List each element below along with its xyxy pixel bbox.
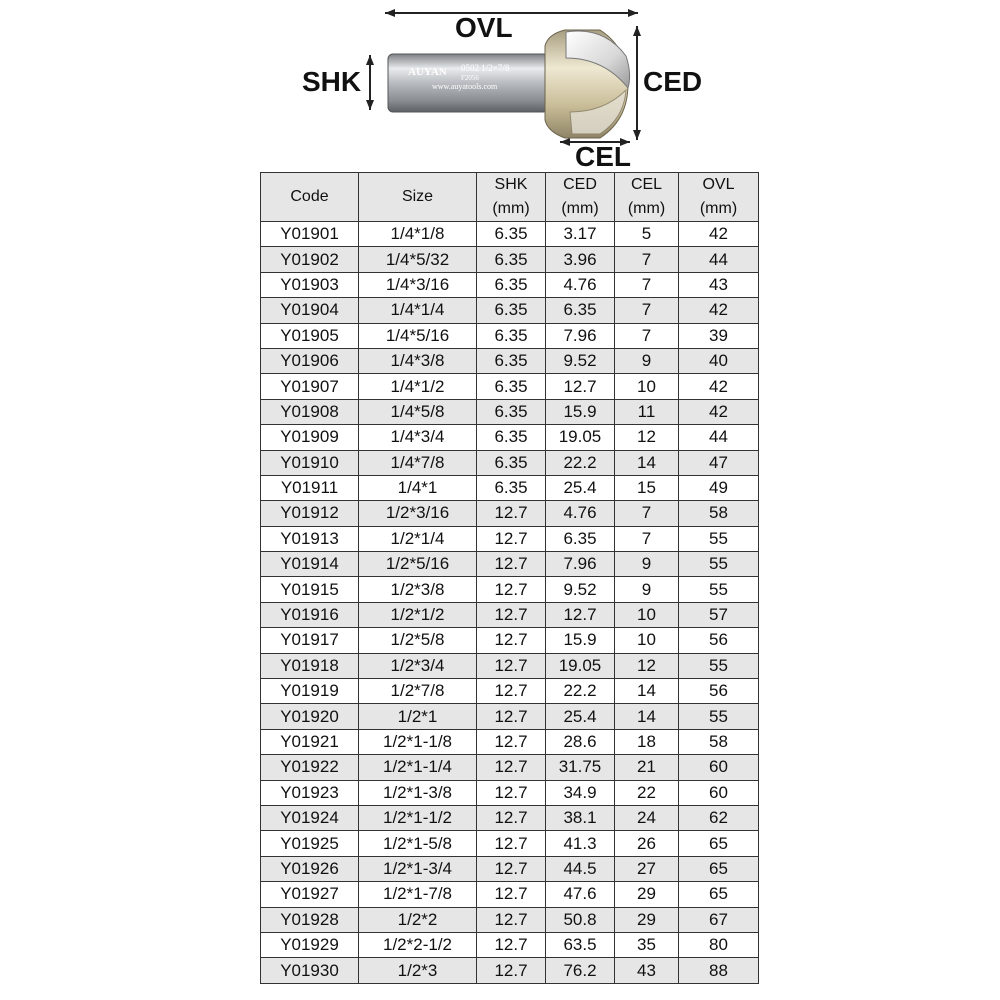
table-row xyxy=(261,501,759,526)
table-row xyxy=(261,704,759,729)
specification-table xyxy=(260,172,759,984)
cell-size: 1/2*3/16 xyxy=(359,501,477,526)
shk-dimension-arrow xyxy=(366,55,374,110)
cell-shk: 12.7 xyxy=(477,805,546,830)
cell-shk: 12.7 xyxy=(477,679,546,704)
cell-code: Y01913 xyxy=(261,526,359,551)
cell-ced: 9.52 xyxy=(546,348,615,373)
router-bit-diagram xyxy=(0,0,1000,170)
cell-cel: 29 xyxy=(615,907,679,932)
table-row xyxy=(261,882,759,907)
table-row xyxy=(261,831,759,856)
cell-cel: 21 xyxy=(615,755,679,780)
cell-size: 1/4*1/8 xyxy=(359,222,477,247)
cell-cel: 24 xyxy=(615,805,679,830)
table-row xyxy=(261,298,759,323)
header-shk-unit: (mm) xyxy=(492,200,530,217)
table-row xyxy=(261,932,759,957)
cell-code: Y01924 xyxy=(261,805,359,830)
table-row xyxy=(261,348,759,373)
cell-ced: 19.05 xyxy=(546,653,615,678)
cell-cel: 7 xyxy=(615,323,679,348)
cell-shk: 6.35 xyxy=(477,323,546,348)
cell-size: 1/4*5/32 xyxy=(359,247,477,272)
engraving-brand: AUYAN xyxy=(408,66,447,78)
cell-code: Y01921 xyxy=(261,729,359,754)
header-cel-unit: (mm) xyxy=(627,200,666,217)
table-row xyxy=(261,450,759,475)
cell-ovl: 44 xyxy=(679,247,759,272)
header-size xyxy=(359,173,477,222)
cell-size: 1/2*2-1/2 xyxy=(359,932,477,957)
cell-size: 1/2*1-7/8 xyxy=(359,882,477,907)
cell-cel: 43 xyxy=(615,958,679,983)
cell-ovl: 65 xyxy=(679,831,759,856)
cel-label: CEL xyxy=(575,141,631,172)
cell-size: 1/4*5/16 xyxy=(359,323,477,348)
cell-ovl: 62 xyxy=(679,805,759,830)
cell-ced: 25.4 xyxy=(546,704,615,729)
cell-code: Y01922 xyxy=(261,755,359,780)
cell-code: Y01907 xyxy=(261,374,359,399)
cell-shk: 6.35 xyxy=(477,222,546,247)
engraving-size: 0502 1/2×7/8 xyxy=(461,63,510,73)
cell-ced: 31.75 xyxy=(546,755,615,780)
cell-ovl: 80 xyxy=(679,932,759,957)
cell-size: 1/4*1 xyxy=(359,475,477,500)
header-cel xyxy=(615,173,679,222)
cell-ced: 6.35 xyxy=(546,526,615,551)
table-header-row xyxy=(261,173,759,222)
table-row xyxy=(261,805,759,830)
cell-size: 1/2*5/16 xyxy=(359,552,477,577)
table-row xyxy=(261,602,759,627)
cell-ced: 28.6 xyxy=(546,729,615,754)
table-body xyxy=(261,222,759,984)
cell-shk: 6.35 xyxy=(477,399,546,424)
cell-cel: 7 xyxy=(615,272,679,297)
cell-ovl: 65 xyxy=(679,856,759,881)
cell-shk: 12.7 xyxy=(477,628,546,653)
cell-ced: 25.4 xyxy=(546,475,615,500)
cell-ced: 6.35 xyxy=(546,298,615,323)
cell-size: 1/2*5/8 xyxy=(359,628,477,653)
header-shk xyxy=(477,173,546,222)
table-row xyxy=(261,729,759,754)
cell-size: 1/4*3/16 xyxy=(359,272,477,297)
shk-label: SHK xyxy=(302,66,362,97)
cell-ovl: 58 xyxy=(679,501,759,526)
cell-ovl: 55 xyxy=(679,653,759,678)
header-ovl-unit: (mm) xyxy=(699,200,738,217)
cell-code: Y01904 xyxy=(261,298,359,323)
cell-size: 1/2*1-1/2 xyxy=(359,805,477,830)
cell-ovl: 40 xyxy=(679,348,759,373)
cell-code: Y01909 xyxy=(261,425,359,450)
table-row xyxy=(261,628,759,653)
cell-cel: 10 xyxy=(615,602,679,627)
cell-cel: 27 xyxy=(615,856,679,881)
cell-size: 1/2*1-1/8 xyxy=(359,729,477,754)
table-row xyxy=(261,958,759,983)
cell-size: 1/4*3/4 xyxy=(359,425,477,450)
header-ced xyxy=(546,173,615,222)
cell-code: Y01930 xyxy=(261,958,359,983)
cell-shk: 12.7 xyxy=(477,552,546,577)
cell-ovl: 55 xyxy=(679,577,759,602)
engraving-batch: F2056 xyxy=(461,74,479,82)
cell-cel: 9 xyxy=(615,348,679,373)
cell-ovl: 42 xyxy=(679,399,759,424)
cell-size: 1/2*1-1/4 xyxy=(359,755,477,780)
cell-ovl: 56 xyxy=(679,679,759,704)
engraving-website: www.auyatools.com xyxy=(432,82,498,91)
cell-ovl: 55 xyxy=(679,552,759,577)
cell-code: Y01919 xyxy=(261,679,359,704)
cell-shk: 12.7 xyxy=(477,958,546,983)
cell-code: Y01914 xyxy=(261,552,359,577)
header-size-label: Size xyxy=(401,188,434,205)
cell-cel: 26 xyxy=(615,831,679,856)
cell-ovl: 42 xyxy=(679,222,759,247)
cell-shk: 6.35 xyxy=(477,247,546,272)
cell-ovl: 44 xyxy=(679,425,759,450)
cell-code: Y01920 xyxy=(261,704,359,729)
cell-cel: 9 xyxy=(615,577,679,602)
cell-cel: 12 xyxy=(615,653,679,678)
cell-shk: 12.7 xyxy=(477,882,546,907)
cell-ced: 15.9 xyxy=(546,399,615,424)
cell-cel: 14 xyxy=(615,679,679,704)
cell-size: 1/2*7/8 xyxy=(359,679,477,704)
table-row xyxy=(261,272,759,297)
cell-shk: 12.7 xyxy=(477,755,546,780)
cell-shk: 6.35 xyxy=(477,272,546,297)
cell-ced: 76.2 xyxy=(546,958,615,983)
cell-size: 1/4*1/2 xyxy=(359,374,477,399)
cell-cel: 14 xyxy=(615,704,679,729)
cell-ovl: 39 xyxy=(679,323,759,348)
header-ovl xyxy=(679,173,759,222)
cell-shk: 6.35 xyxy=(477,374,546,399)
cell-shk: 12.7 xyxy=(477,653,546,678)
table-row xyxy=(261,577,759,602)
header-ced-unit: (mm) xyxy=(561,200,599,217)
cell-cel: 15 xyxy=(615,475,679,500)
cell-shk: 12.7 xyxy=(477,729,546,754)
cell-code: Y01911 xyxy=(261,475,359,500)
cell-ovl: 60 xyxy=(679,755,759,780)
cell-ovl: 60 xyxy=(679,780,759,805)
table-row xyxy=(261,399,759,424)
table-row xyxy=(261,653,759,678)
ovl-label: OVL xyxy=(455,12,513,43)
cell-ovl: 49 xyxy=(679,475,759,500)
cell-shk: 12.7 xyxy=(477,780,546,805)
ced-label: CED xyxy=(643,66,703,97)
table-row xyxy=(261,856,759,881)
cell-cel: 22 xyxy=(615,780,679,805)
table-row xyxy=(261,374,759,399)
cell-shk: 12.7 xyxy=(477,526,546,551)
cell-size: 1/2*1-3/8 xyxy=(359,780,477,805)
header-code xyxy=(261,173,359,222)
cell-ced: 7.96 xyxy=(546,552,615,577)
cell-ced: 50.8 xyxy=(546,907,615,932)
cell-code: Y01908 xyxy=(261,399,359,424)
cell-ced: 3.96 xyxy=(546,247,615,272)
cell-shk: 12.7 xyxy=(477,704,546,729)
header-ovl-label: OVL xyxy=(702,176,735,193)
cell-cel: 7 xyxy=(615,501,679,526)
cell-cel: 5 xyxy=(615,222,679,247)
ced-dimension-arrow xyxy=(633,26,641,140)
cell-cel: 10 xyxy=(615,374,679,399)
cell-size: 1/4*5/8 xyxy=(359,399,477,424)
cell-size: 1/2*1-5/8 xyxy=(359,831,477,856)
cell-ovl: 58 xyxy=(679,729,759,754)
cell-ovl: 55 xyxy=(679,526,759,551)
cell-size: 1/4*3/8 xyxy=(359,348,477,373)
cell-code: Y01926 xyxy=(261,856,359,881)
table-row xyxy=(261,755,759,780)
cell-ovl: 42 xyxy=(679,298,759,323)
cell-code: Y01915 xyxy=(261,577,359,602)
header-cel-label: CEL xyxy=(630,176,663,193)
cell-shk: 12.7 xyxy=(477,577,546,602)
table-row xyxy=(261,552,759,577)
cell-cel: 10 xyxy=(615,628,679,653)
cell-cel: 9 xyxy=(615,552,679,577)
cell-code: Y01927 xyxy=(261,882,359,907)
cell-ovl: 56 xyxy=(679,628,759,653)
cell-code: Y01912 xyxy=(261,501,359,526)
cell-code: Y01901 xyxy=(261,222,359,247)
cell-code: Y01929 xyxy=(261,932,359,957)
cell-ovl: 65 xyxy=(679,882,759,907)
cell-shk: 12.7 xyxy=(477,907,546,932)
cell-ced: 44.5 xyxy=(546,856,615,881)
cell-cel: 11 xyxy=(615,399,679,424)
cell-ovl: 43 xyxy=(679,272,759,297)
cell-code: Y01902 xyxy=(261,247,359,272)
cell-ced: 4.76 xyxy=(546,272,615,297)
table-row xyxy=(261,780,759,805)
cell-ced: 3.17 xyxy=(546,222,615,247)
cell-cel: 18 xyxy=(615,729,679,754)
cell-ced: 7.96 xyxy=(546,323,615,348)
cell-ced: 12.7 xyxy=(546,374,615,399)
cell-cel: 7 xyxy=(615,298,679,323)
cell-shk: 12.7 xyxy=(477,602,546,627)
cell-ced: 9.52 xyxy=(546,577,615,602)
cell-cel: 29 xyxy=(615,882,679,907)
cell-shk: 6.35 xyxy=(477,425,546,450)
table-row xyxy=(261,323,759,348)
cell-size: 1/2*3/4 xyxy=(359,653,477,678)
cell-size: 1/2*2 xyxy=(359,907,477,932)
cell-ovl: 88 xyxy=(679,958,759,983)
cell-code: Y01925 xyxy=(261,831,359,856)
cell-size: 1/2*1/2 xyxy=(359,602,477,627)
cell-ced: 47.6 xyxy=(546,882,615,907)
cell-code: Y01903 xyxy=(261,272,359,297)
cell-code: Y01910 xyxy=(261,450,359,475)
cell-ovl: 55 xyxy=(679,704,759,729)
cell-code: Y01923 xyxy=(261,780,359,805)
cell-ovl: 67 xyxy=(679,907,759,932)
cell-shk: 6.35 xyxy=(477,298,546,323)
cell-size: 1/2*3/8 xyxy=(359,577,477,602)
cell-ced: 12.7 xyxy=(546,602,615,627)
cell-shk: 6.35 xyxy=(477,450,546,475)
cell-code: Y01916 xyxy=(261,602,359,627)
cell-cel: 12 xyxy=(615,425,679,450)
cell-ovl: 57 xyxy=(679,602,759,627)
cell-size: 1/2*1 xyxy=(359,704,477,729)
cell-shk: 12.7 xyxy=(477,932,546,957)
table-row xyxy=(261,907,759,932)
cell-code: Y01917 xyxy=(261,628,359,653)
cell-ced: 4.76 xyxy=(546,501,615,526)
cell-ced: 41.3 xyxy=(546,831,615,856)
table-row xyxy=(261,425,759,450)
cell-ced: 63.5 xyxy=(546,932,615,957)
cell-size: 1/2*1/4 xyxy=(359,526,477,551)
cell-size: 1/2*3 xyxy=(359,958,477,983)
cell-shk: 6.35 xyxy=(477,348,546,373)
cell-ovl: 42 xyxy=(679,374,759,399)
table-row xyxy=(261,475,759,500)
cell-ced: 19.05 xyxy=(546,425,615,450)
table-row xyxy=(261,222,759,247)
cell-size: 1/4*1/4 xyxy=(359,298,477,323)
cell-shk: 6.35 xyxy=(477,475,546,500)
cell-cel: 7 xyxy=(615,247,679,272)
table-row xyxy=(261,247,759,272)
cell-size: 1/2*1-3/4 xyxy=(359,856,477,881)
cell-cel: 35 xyxy=(615,932,679,957)
cell-ced: 15.9 xyxy=(546,628,615,653)
cell-cel: 7 xyxy=(615,526,679,551)
header-ced-label: CED xyxy=(563,176,597,193)
cell-ced: 22.2 xyxy=(546,679,615,704)
header-shk-label: SHK xyxy=(494,176,528,193)
cell-code: Y01905 xyxy=(261,323,359,348)
cell-size: 1/4*7/8 xyxy=(359,450,477,475)
cell-shk: 12.7 xyxy=(477,501,546,526)
table-row xyxy=(261,526,759,551)
cell-ced: 38.1 xyxy=(546,805,615,830)
cell-ced: 34.9 xyxy=(546,780,615,805)
cell-shk: 12.7 xyxy=(477,831,546,856)
cell-code: Y01928 xyxy=(261,907,359,932)
header-code-label: Code xyxy=(290,188,329,205)
cell-code: Y01918 xyxy=(261,653,359,678)
table-row xyxy=(261,679,759,704)
cell-ced: 22.2 xyxy=(546,450,615,475)
cell-shk: 12.7 xyxy=(477,856,546,881)
cell-code: Y01906 xyxy=(261,348,359,373)
cell-ovl: 47 xyxy=(679,450,759,475)
cell-cel: 14 xyxy=(615,450,679,475)
